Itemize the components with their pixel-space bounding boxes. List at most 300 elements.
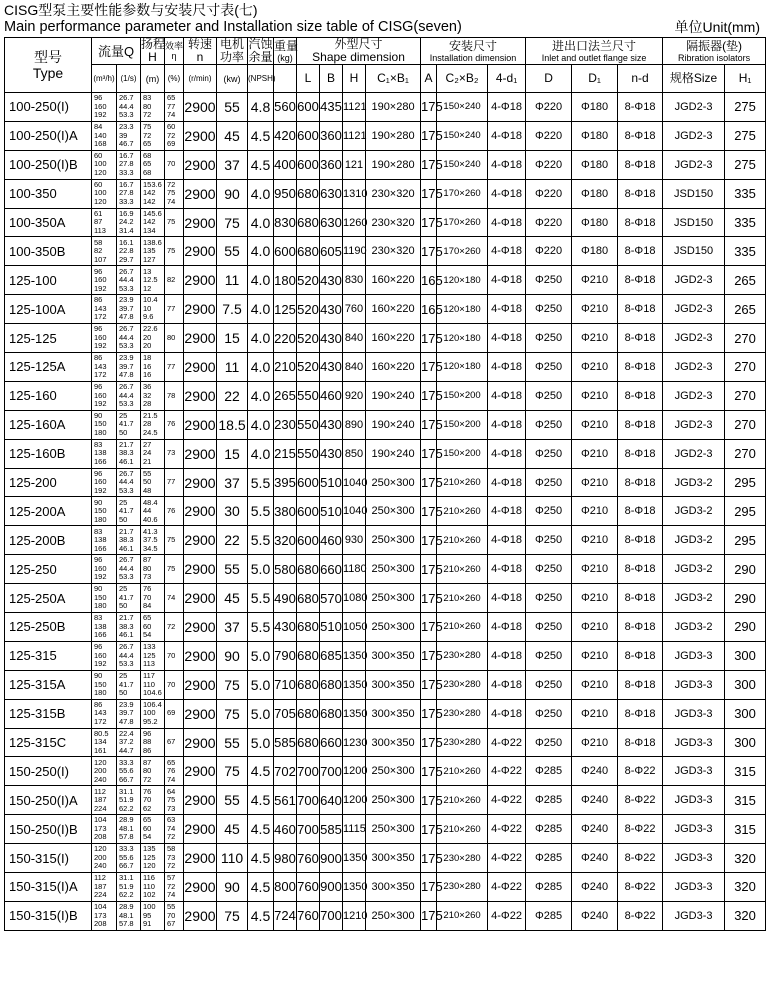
cell-H: 840 bbox=[343, 324, 366, 353]
cell-power: 75 bbox=[217, 208, 248, 237]
cell-nd: 8-Φ18 bbox=[618, 208, 663, 237]
cell-model: 125-160B bbox=[5, 439, 92, 468]
cell-power: 55 bbox=[217, 555, 248, 584]
cell-eff: 72 bbox=[165, 613, 184, 642]
cell-power: 18.5 bbox=[217, 410, 248, 439]
cell-H1: 315 bbox=[725, 757, 766, 786]
cell-eff: 78 bbox=[165, 381, 184, 410]
cell-power: 22 bbox=[217, 526, 248, 555]
cell-B: 630 bbox=[320, 179, 343, 208]
cell-H: 930 bbox=[343, 526, 366, 555]
cell-L: 520 bbox=[297, 266, 320, 295]
cell-nd: 8-Φ18 bbox=[618, 150, 663, 179]
cell-weight: 560 bbox=[274, 93, 297, 122]
cell-head: 36 32 28 bbox=[141, 381, 165, 410]
cell-L: 760 bbox=[297, 844, 320, 873]
th-install: 安装尺寸 Installation dimension bbox=[421, 38, 526, 65]
cell-L: 680 bbox=[297, 179, 320, 208]
cell-C2B2: 170×260 bbox=[437, 208, 488, 237]
table-row bbox=[5, 324, 766, 353]
cell-H1: 270 bbox=[725, 353, 766, 382]
th-iso: 隔振器(垫) Ribration isolators bbox=[663, 38, 766, 65]
cell-npsh: 5.5 bbox=[248, 584, 274, 613]
cell-d1: 4-Φ18 bbox=[488, 121, 526, 150]
cell-C2B2: 120×180 bbox=[437, 324, 488, 353]
cell-iso-size: JSD150 bbox=[663, 208, 725, 237]
cell-D1: Φ210 bbox=[572, 353, 618, 382]
table-row bbox=[5, 439, 766, 468]
cell-flow-ls: 26.7 44.4 53.3 bbox=[117, 266, 141, 295]
cell-D: Φ220 bbox=[526, 150, 572, 179]
cell-B: 460 bbox=[320, 381, 343, 410]
cell-D1: Φ210 bbox=[572, 497, 618, 526]
cell-B: 435 bbox=[320, 93, 343, 122]
cell-A: 175 bbox=[421, 873, 437, 902]
table-row bbox=[5, 179, 766, 208]
cell-power: 110 bbox=[217, 844, 248, 873]
cell-flow-m3h: 86 143 172 bbox=[92, 295, 117, 324]
cell-flow-m3h: 86 143 172 bbox=[92, 353, 117, 382]
cell-H1: 315 bbox=[725, 786, 766, 815]
cell-speed: 2900 bbox=[184, 353, 217, 382]
cell-D1: Φ210 bbox=[572, 670, 618, 699]
cell-flow-m3h: 60 100 120 bbox=[92, 150, 117, 179]
cell-D1: Φ180 bbox=[572, 93, 618, 122]
cell-nd: 8-Φ18 bbox=[618, 497, 663, 526]
cell-speed: 2900 bbox=[184, 208, 217, 237]
cell-B: 680 bbox=[320, 670, 343, 699]
cell-npsh: 4.5 bbox=[248, 121, 274, 150]
cell-flow-ls: 26.7 44.4 53.3 bbox=[117, 641, 141, 670]
th-H1: H₁ bbox=[725, 65, 766, 93]
cell-model: 125-100A bbox=[5, 295, 92, 324]
cell-flow-ls: 16.7 27.8 33.3 bbox=[117, 150, 141, 179]
cell-flow-m3h: 104 173 208 bbox=[92, 901, 117, 930]
th-model: 型号 Type bbox=[5, 38, 92, 93]
cell-H: 1050 bbox=[343, 613, 366, 642]
cell-head: 87 80 72 bbox=[141, 757, 165, 786]
cell-speed: 2900 bbox=[184, 295, 217, 324]
cell-flow-ls: 25 41.7 50 bbox=[117, 670, 141, 699]
cell-weight: 265 bbox=[274, 381, 297, 410]
cell-flow-m3h: 83 138 166 bbox=[92, 613, 117, 642]
cell-A: 175 bbox=[421, 613, 437, 642]
cell-d1: 4-Φ18 bbox=[488, 699, 526, 728]
cell-flow-m3h: 90 150 180 bbox=[92, 410, 117, 439]
cell-C2B2: 150×200 bbox=[437, 381, 488, 410]
th-D: D bbox=[526, 65, 572, 93]
th-H: H bbox=[343, 65, 366, 93]
cell-iso-size: JGD3-2 bbox=[663, 584, 725, 613]
th-A: A bbox=[421, 65, 437, 93]
cell-flow-ls: 28.9 48.1 57.8 bbox=[117, 901, 141, 930]
cell-power: 22 bbox=[217, 381, 248, 410]
cell-nd: 8-Φ18 bbox=[618, 295, 663, 324]
cell-nd: 8-Φ18 bbox=[618, 468, 663, 497]
cell-C2B2: 230×280 bbox=[437, 699, 488, 728]
cell-D: Φ285 bbox=[526, 901, 572, 930]
cell-A: 175 bbox=[421, 699, 437, 728]
cell-B: 430 bbox=[320, 295, 343, 324]
cell-head: 138.6 135 127 bbox=[141, 237, 165, 266]
cell-speed: 2900 bbox=[184, 670, 217, 699]
cell-iso-size: JGD2-3 bbox=[663, 121, 725, 150]
cell-A: 175 bbox=[421, 844, 437, 873]
cell-weight: 600 bbox=[274, 237, 297, 266]
cell-D1: Φ210 bbox=[572, 641, 618, 670]
cell-weight: 380 bbox=[274, 497, 297, 526]
cell-H1: 275 bbox=[725, 150, 766, 179]
cell-D: Φ250 bbox=[526, 497, 572, 526]
cell-eff: 75 bbox=[165, 237, 184, 266]
cell-D: Φ250 bbox=[526, 728, 572, 757]
cell-flow-ls: 21.7 38.3 46.1 bbox=[117, 526, 141, 555]
cell-power: 90 bbox=[217, 179, 248, 208]
cell-npsh: 4.5 bbox=[248, 150, 274, 179]
cell-npsh: 5.5 bbox=[248, 468, 274, 497]
cell-npsh: 4.0 bbox=[248, 353, 274, 382]
th-eff-unit: (%) bbox=[165, 65, 184, 93]
cell-H: 1080 bbox=[343, 584, 366, 613]
cell-model: 150-250(I)A bbox=[5, 786, 92, 815]
cell-iso-size: JGD2-3 bbox=[663, 410, 725, 439]
table-row bbox=[5, 121, 766, 150]
cell-head: 55 50 48 bbox=[141, 468, 165, 497]
cell-C1B1: 190×240 bbox=[366, 381, 421, 410]
cell-C2B2: 230×280 bbox=[437, 728, 488, 757]
cell-D1: Φ180 bbox=[572, 150, 618, 179]
cell-d1: 4-Φ22 bbox=[488, 815, 526, 844]
th-head-unit: (m) bbox=[141, 65, 165, 93]
cell-model: 125-100 bbox=[5, 266, 92, 295]
cell-B: 570 bbox=[320, 584, 343, 613]
cell-speed: 2900 bbox=[184, 237, 217, 266]
cell-weight: 790 bbox=[274, 641, 297, 670]
cell-flow-m3h: 90 150 180 bbox=[92, 670, 117, 699]
cell-D: Φ250 bbox=[526, 584, 572, 613]
cell-power: 55 bbox=[217, 728, 248, 757]
table-row bbox=[5, 873, 766, 902]
cell-C1B1: 230×320 bbox=[366, 237, 421, 266]
cell-D1: Φ180 bbox=[572, 179, 618, 208]
cell-npsh: 4.0 bbox=[248, 381, 274, 410]
cell-nd: 8-Φ22 bbox=[618, 757, 663, 786]
cell-C2B2: 210×260 bbox=[437, 497, 488, 526]
cell-eff: 70 bbox=[165, 670, 184, 699]
cell-weight: 702 bbox=[274, 757, 297, 786]
cell-model: 125-200A bbox=[5, 497, 92, 526]
table-row bbox=[5, 815, 766, 844]
cell-L: 550 bbox=[297, 439, 320, 468]
cell-B: 680 bbox=[320, 699, 343, 728]
cell-H1: 320 bbox=[725, 844, 766, 873]
cell-H1: 335 bbox=[725, 208, 766, 237]
cell-power: 7.5 bbox=[217, 295, 248, 324]
cell-nd: 8-Φ18 bbox=[618, 179, 663, 208]
cell-B: 630 bbox=[320, 208, 343, 237]
cell-D: Φ250 bbox=[526, 555, 572, 584]
cell-eff: 65 76 74 bbox=[165, 757, 184, 786]
cell-C1B1: 300×350 bbox=[366, 728, 421, 757]
cell-nd: 8-Φ18 bbox=[618, 699, 663, 728]
cell-weight: 705 bbox=[274, 699, 297, 728]
cell-head: 41.3 37.5 34.5 bbox=[141, 526, 165, 555]
cell-D1: Φ210 bbox=[572, 381, 618, 410]
cell-H: 1115 bbox=[343, 815, 366, 844]
th-eff: 效率 η bbox=[165, 38, 184, 65]
cell-flow-m3h: 120 200 240 bbox=[92, 757, 117, 786]
cell-iso-size: JSD150 bbox=[663, 179, 725, 208]
cell-iso-size: JGD3-3 bbox=[663, 844, 725, 873]
cell-flow-m3h: 90 150 180 bbox=[92, 497, 117, 526]
cell-power: 55 bbox=[217, 93, 248, 122]
cell-D: Φ220 bbox=[526, 93, 572, 122]
cell-d1: 4-Φ18 bbox=[488, 93, 526, 122]
cell-A: 175 bbox=[421, 497, 437, 526]
cell-C1B1: 250×300 bbox=[366, 526, 421, 555]
cell-speed: 2900 bbox=[184, 613, 217, 642]
cell-d1: 4-Φ18 bbox=[488, 208, 526, 237]
cell-flow-m3h: 90 150 180 bbox=[92, 584, 117, 613]
cell-L: 600 bbox=[297, 526, 320, 555]
cell-model: 125-160 bbox=[5, 381, 92, 410]
cell-flow-m3h: 60 100 120 bbox=[92, 179, 117, 208]
cell-C1B1: 160×220 bbox=[366, 324, 421, 353]
cell-A: 165 bbox=[421, 295, 437, 324]
cell-H1: 290 bbox=[725, 584, 766, 613]
cell-weight: 710 bbox=[274, 670, 297, 699]
cell-speed: 2900 bbox=[184, 584, 217, 613]
cell-weight: 460 bbox=[274, 815, 297, 844]
cell-L: 700 bbox=[297, 757, 320, 786]
cell-D1: Φ210 bbox=[572, 584, 618, 613]
cell-model: 125-200 bbox=[5, 468, 92, 497]
cell-npsh: 4.0 bbox=[248, 324, 274, 353]
cell-power: 55 bbox=[217, 786, 248, 815]
cell-model: 150-250(I)B bbox=[5, 815, 92, 844]
table-row bbox=[5, 526, 766, 555]
cell-d1: 4-Φ18 bbox=[488, 266, 526, 295]
cell-C1B1: 160×220 bbox=[366, 353, 421, 382]
cell-flow-m3h: 112 187 224 bbox=[92, 786, 117, 815]
cell-C2B2: 150×240 bbox=[437, 121, 488, 150]
cell-H1: 295 bbox=[725, 526, 766, 555]
cell-d1: 4-Φ22 bbox=[488, 901, 526, 930]
cell-speed: 2900 bbox=[184, 266, 217, 295]
cell-C1B1: 190×280 bbox=[366, 93, 421, 122]
cell-model: 100-250(I) bbox=[5, 93, 92, 122]
cell-eff: 60 72 69 bbox=[165, 121, 184, 150]
cell-power: 11 bbox=[217, 266, 248, 295]
cell-d1: 4-Φ18 bbox=[488, 468, 526, 497]
cell-d1: 4-Φ18 bbox=[488, 670, 526, 699]
cell-iso-size: JGD3-3 bbox=[663, 901, 725, 930]
cell-B: 510 bbox=[320, 468, 343, 497]
cell-speed: 2900 bbox=[184, 381, 217, 410]
cell-D: Φ250 bbox=[526, 295, 572, 324]
cell-H1: 320 bbox=[725, 873, 766, 902]
cell-D1: Φ240 bbox=[572, 844, 618, 873]
cell-model: 100-250(I)B bbox=[5, 150, 92, 179]
cell-A: 175 bbox=[421, 381, 437, 410]
cell-speed: 2900 bbox=[184, 410, 217, 439]
cell-C2B2: 210×260 bbox=[437, 468, 488, 497]
cell-C1B1: 250×300 bbox=[366, 786, 421, 815]
cell-L: 600 bbox=[297, 468, 320, 497]
cell-A: 175 bbox=[421, 468, 437, 497]
cell-A: 175 bbox=[421, 150, 437, 179]
cell-flow-m3h: 84 140 168 bbox=[92, 121, 117, 150]
cell-B: 685 bbox=[320, 641, 343, 670]
cell-C2B2: 150×240 bbox=[437, 150, 488, 179]
cell-d1: 4-Φ18 bbox=[488, 179, 526, 208]
cell-flow-ls: 31.1 51.9 62.2 bbox=[117, 786, 141, 815]
cell-eff: 76 bbox=[165, 410, 184, 439]
th-L: L bbox=[297, 65, 320, 93]
cell-npsh: 4.0 bbox=[248, 410, 274, 439]
cell-C1B1: 250×300 bbox=[366, 584, 421, 613]
cell-flow-m3h: 96 160 192 bbox=[92, 93, 117, 122]
cell-D1: Φ210 bbox=[572, 439, 618, 468]
cell-eff: 80 bbox=[165, 324, 184, 353]
cell-model: 125-250 bbox=[5, 555, 92, 584]
cell-C1B1: 250×300 bbox=[366, 901, 421, 930]
cell-B: 430 bbox=[320, 410, 343, 439]
cell-flow-ls: 22.4 37.2 44.7 bbox=[117, 728, 141, 757]
cell-weight: 490 bbox=[274, 584, 297, 613]
cell-H: 1260 bbox=[343, 208, 366, 237]
cell-D1: Φ210 bbox=[572, 699, 618, 728]
th-head: 扬程 H bbox=[141, 37, 166, 64]
cell-eff: 70 bbox=[165, 641, 184, 670]
cell-C1B1: 190×280 bbox=[366, 121, 421, 150]
cell-nd: 8-Φ18 bbox=[618, 439, 663, 468]
cell-power: 15 bbox=[217, 324, 248, 353]
spec-table-body bbox=[5, 93, 766, 931]
cell-D: Φ250 bbox=[526, 381, 572, 410]
cell-weight: 800 bbox=[274, 873, 297, 902]
cell-eff: 69 bbox=[165, 699, 184, 728]
cell-D1: Φ210 bbox=[572, 266, 618, 295]
cell-L: 600 bbox=[297, 497, 320, 526]
cell-B: 660 bbox=[320, 728, 343, 757]
cell-eff: 77 bbox=[165, 295, 184, 324]
cell-C2B2: 210×260 bbox=[437, 526, 488, 555]
cell-model: 125-315A bbox=[5, 670, 92, 699]
cell-C1B1: 160×220 bbox=[366, 266, 421, 295]
cell-iso-size: JGD2-3 bbox=[663, 353, 725, 382]
cell-D: Φ250 bbox=[526, 410, 572, 439]
cell-head: 133 125 113 bbox=[141, 641, 165, 670]
cell-model: 125-160A bbox=[5, 410, 92, 439]
cell-C1B1: 190×240 bbox=[366, 410, 421, 439]
cell-A: 175 bbox=[421, 237, 437, 266]
cell-iso-size: JSD150 bbox=[663, 237, 725, 266]
cell-head: 21.5 28 24.5 bbox=[141, 410, 165, 439]
cell-C1B1: 190×280 bbox=[366, 150, 421, 179]
cell-nd: 8-Φ18 bbox=[618, 670, 663, 699]
cell-L: 520 bbox=[297, 295, 320, 324]
cell-D: Φ285 bbox=[526, 873, 572, 902]
cell-iso-size: JGD2-3 bbox=[663, 266, 725, 295]
cell-nd: 8-Φ18 bbox=[618, 381, 663, 410]
cell-head: 75 72 65 bbox=[141, 121, 165, 150]
cell-H1: 265 bbox=[725, 295, 766, 324]
th-weight: 重量 (kg) bbox=[274, 38, 299, 63]
cell-A: 175 bbox=[421, 353, 437, 382]
cell-A: 175 bbox=[421, 439, 437, 468]
cell-weight: 125 bbox=[274, 295, 297, 324]
cell-eff: 63 74 72 bbox=[165, 815, 184, 844]
cell-C2B2: 230×280 bbox=[437, 670, 488, 699]
cell-B: 700 bbox=[320, 757, 343, 786]
cell-D1: Φ210 bbox=[572, 468, 618, 497]
cell-C2B2: 210×260 bbox=[437, 555, 488, 584]
cell-head: 68 65 68 bbox=[141, 150, 165, 179]
cell-C1B1: 250×300 bbox=[366, 468, 421, 497]
cell-iso-size: JGD2-3 bbox=[663, 150, 725, 179]
cell-head: 22.6 20 20 bbox=[141, 324, 165, 353]
cell-d1: 4-Φ18 bbox=[488, 526, 526, 555]
cell-head: 96 88 86 bbox=[141, 728, 165, 757]
cell-B: 430 bbox=[320, 324, 343, 353]
cell-C2B2: 150×240 bbox=[437, 93, 488, 122]
cell-d1: 4-Φ18 bbox=[488, 353, 526, 382]
table-row bbox=[5, 641, 766, 670]
cell-C2B2: 170×260 bbox=[437, 179, 488, 208]
cell-speed: 2900 bbox=[184, 497, 217, 526]
cell-eff: 57 72 74 bbox=[165, 873, 184, 902]
cell-A: 175 bbox=[421, 670, 437, 699]
cell-D1: Φ180 bbox=[572, 208, 618, 237]
cell-D1: Φ210 bbox=[572, 526, 618, 555]
table-row bbox=[5, 613, 766, 642]
cell-d1: 4-Φ18 bbox=[488, 324, 526, 353]
cell-flow-ls: 23.9 39.7 47.8 bbox=[117, 353, 141, 382]
cell-L: 680 bbox=[297, 237, 320, 266]
cell-H: 830 bbox=[343, 266, 366, 295]
th-weight-blank bbox=[274, 65, 297, 93]
cell-d1: 4-Φ18 bbox=[488, 439, 526, 468]
table-row bbox=[5, 266, 766, 295]
cell-H1: 300 bbox=[725, 670, 766, 699]
cell-iso-size: JGD3-2 bbox=[663, 613, 725, 642]
cell-weight: 210 bbox=[274, 353, 297, 382]
cell-power: 37 bbox=[217, 468, 248, 497]
cell-A: 175 bbox=[421, 121, 437, 150]
cell-weight: 400 bbox=[274, 150, 297, 179]
cell-flow-ls: 16.9 24.2 31.4 bbox=[117, 208, 141, 237]
cell-npsh: 4.0 bbox=[248, 266, 274, 295]
cell-npsh: 5.5 bbox=[248, 613, 274, 642]
cell-flow-ls: 33.3 55.6 66.7 bbox=[117, 757, 141, 786]
cell-D1: Φ240 bbox=[572, 815, 618, 844]
cell-speed: 2900 bbox=[184, 179, 217, 208]
cell-C2B2: 210×260 bbox=[437, 815, 488, 844]
cell-model: 100-350B bbox=[5, 237, 92, 266]
table-row bbox=[5, 584, 766, 613]
cell-H: 1180 bbox=[343, 555, 366, 584]
cell-H1: 270 bbox=[725, 410, 766, 439]
cell-head: 83 80 72 bbox=[141, 93, 165, 122]
cell-npsh: 4.8 bbox=[248, 93, 274, 122]
cell-H: 760 bbox=[343, 295, 366, 324]
cell-D1: Φ210 bbox=[572, 324, 618, 353]
cell-weight: 215 bbox=[274, 439, 297, 468]
cell-D: Φ250 bbox=[526, 613, 572, 642]
cell-d1: 4-Φ18 bbox=[488, 237, 526, 266]
cell-weight: 724 bbox=[274, 901, 297, 930]
